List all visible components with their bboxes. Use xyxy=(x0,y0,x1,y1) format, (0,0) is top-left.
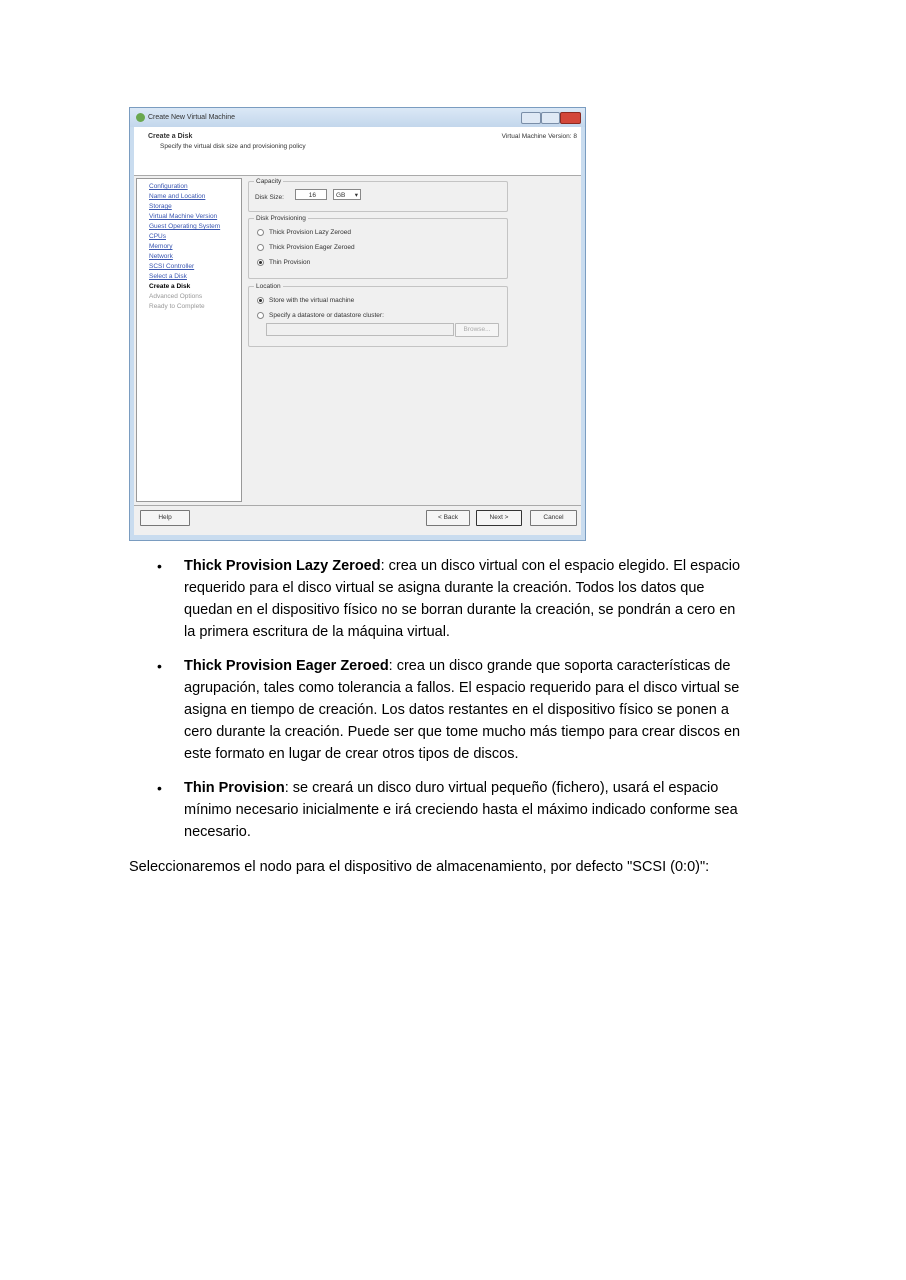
provisioning-legend: Disk Provisioning xyxy=(256,215,306,222)
radio-thin[interactable] xyxy=(257,259,310,266)
radio-thick-eager[interactable] xyxy=(257,244,355,251)
bullet-line xyxy=(184,821,784,843)
sidebar-step[interactable]: CPUs xyxy=(149,233,166,240)
bullet-line xyxy=(184,721,784,743)
wizard-steps-sidebar xyxy=(136,178,242,502)
bullet-term: Thick Provision Lazy Zeroed xyxy=(184,558,381,574)
bullet-line xyxy=(184,777,784,799)
bullet-text: quedan en el dispositivo físico no se borran durante la creación, se pondrán a cero en xyxy=(184,602,736,618)
sidebar-step[interactable]: Configuration xyxy=(149,183,188,190)
radio-label: Specify a datastore or datastore cluster: xyxy=(269,312,384,320)
radio-label: Store with the virtual machine xyxy=(269,297,355,305)
sidebar-step[interactable]: Virtual Machine Version xyxy=(149,213,218,220)
bullet-line xyxy=(184,655,784,677)
maximize-icon[interactable] xyxy=(541,112,560,124)
sidebar-step[interactable]: Network xyxy=(149,253,173,260)
bullet-item xyxy=(184,555,784,643)
bullet-text: : crea un disco grande que soporta características de xyxy=(388,658,731,674)
sidebar-step[interactable]: Memory xyxy=(149,243,173,250)
bullet-line xyxy=(184,555,784,577)
cancel-button[interactable]: Cancel xyxy=(530,510,577,526)
bullet-term: Thin Provision xyxy=(184,780,285,796)
bullet-text: cero durante la creación. Puede ser que tome mucho más tiempo para crear discos en xyxy=(184,724,741,740)
sidebar-step: Create a Disk xyxy=(149,283,191,290)
bullet-text: agrupación, tales como tolerancia a fallos. El espacio requerido para el disco virtual se xyxy=(184,680,740,696)
sidebar-step[interactable]: Name and Location xyxy=(149,193,206,200)
vm-version: Virtual Machine Version: 8 xyxy=(501,133,577,140)
help-button[interactable]: Help xyxy=(140,510,190,526)
bullet-text: la primera escritura de la máquina virtual. xyxy=(184,624,450,640)
wizard-footer xyxy=(134,505,581,521)
bullet-text: mínimo necesario inicialmente e irá creciendo hasta el máximo indicado conforme sea xyxy=(184,802,738,818)
disk-provisioning-group xyxy=(248,215,508,279)
sidebar-step[interactable]: Guest Operating System xyxy=(149,223,221,230)
radio-specify-datastore[interactable] xyxy=(257,312,384,319)
location-legend: Location xyxy=(256,283,281,290)
sidebar-step: Ready to Complete xyxy=(149,303,205,310)
bullet-icon: • xyxy=(157,658,162,674)
window-title: Create New Virtual Machine xyxy=(148,114,236,121)
bullet-term: Thick Provision Eager Zeroed xyxy=(184,658,389,674)
back-button[interactable]: < Back xyxy=(426,510,470,526)
create-vm-dialog-screenshot xyxy=(129,107,586,541)
title-bar xyxy=(130,108,585,127)
step-subtitle: Specify the virtual disk size and provisioning policy xyxy=(160,143,306,150)
bullet-line xyxy=(184,577,784,599)
disk-size-value: 16 xyxy=(308,192,316,199)
bullet-item xyxy=(184,655,784,765)
vsphere-logo-icon xyxy=(136,113,145,122)
unit-select[interactable] xyxy=(333,189,361,200)
radio-label: Thick Provision Eager Zeroed xyxy=(269,244,355,252)
capacity-group xyxy=(248,178,508,212)
sidebar-step[interactable]: Storage xyxy=(149,203,172,210)
location-group xyxy=(248,283,508,347)
bullet-text: : se creará un disco duro virtual pequeño (fichero), usará el espacio xyxy=(284,780,719,796)
bullet-line xyxy=(184,699,784,721)
radio-label: Thick Provision Lazy Zeroed xyxy=(269,229,352,237)
bullet-text: este formato en lugar de crear otros tipos de discos. xyxy=(184,746,519,762)
close-icon[interactable] xyxy=(560,112,581,124)
disk-size-label: Disk Size: xyxy=(255,194,284,201)
bullet-text: requerido para el disco virtual se asigna durante la creación. Todos los datos que xyxy=(184,580,705,596)
disk-size-stepper[interactable] xyxy=(295,189,327,200)
bullet-text: : crea un disco virtual con el espacio elegido. El espacio xyxy=(380,558,741,574)
bullet-line xyxy=(184,799,784,821)
radio-thick-lazy[interactable] xyxy=(257,229,351,236)
next-button[interactable]: Next > xyxy=(476,510,522,526)
bullet-icon: • xyxy=(157,780,162,796)
chevron-down-icon: ▾ xyxy=(354,192,358,199)
bullet-line xyxy=(184,621,784,643)
bullet-text: necesario. xyxy=(184,824,251,840)
bullet-item xyxy=(184,777,784,843)
sidebar-step: Advanced Options xyxy=(149,293,203,300)
minimize-icon[interactable] xyxy=(521,112,541,124)
sidebar-step[interactable]: Select a Disk xyxy=(149,273,187,280)
datastore-input[interactable] xyxy=(266,323,454,336)
capacity-legend: Capacity xyxy=(256,178,282,185)
wizard-header xyxy=(134,127,581,176)
bullet-text: asigna en tiempo de creación. Los datos restantes en el dispositivo físico se ponen a xyxy=(184,702,729,718)
bullet-line xyxy=(184,677,784,699)
bullet-icon: • xyxy=(157,558,162,574)
radio-label: Thin Provision xyxy=(269,259,311,267)
body-paragraph: Seleccionaremos el nodo para el dispositivo de almacenamiento, por defecto "SCSI (0:0)": xyxy=(129,859,710,875)
sidebar-step[interactable]: SCSI Controller xyxy=(149,263,195,270)
radio-store-with-vm[interactable] xyxy=(257,297,354,304)
step-title: Create a Disk xyxy=(148,133,193,140)
browse-button[interactable]: Browse... xyxy=(455,323,499,337)
bullet-line xyxy=(184,599,784,621)
bullet-line xyxy=(184,743,784,765)
unit-value: GB xyxy=(336,192,346,199)
